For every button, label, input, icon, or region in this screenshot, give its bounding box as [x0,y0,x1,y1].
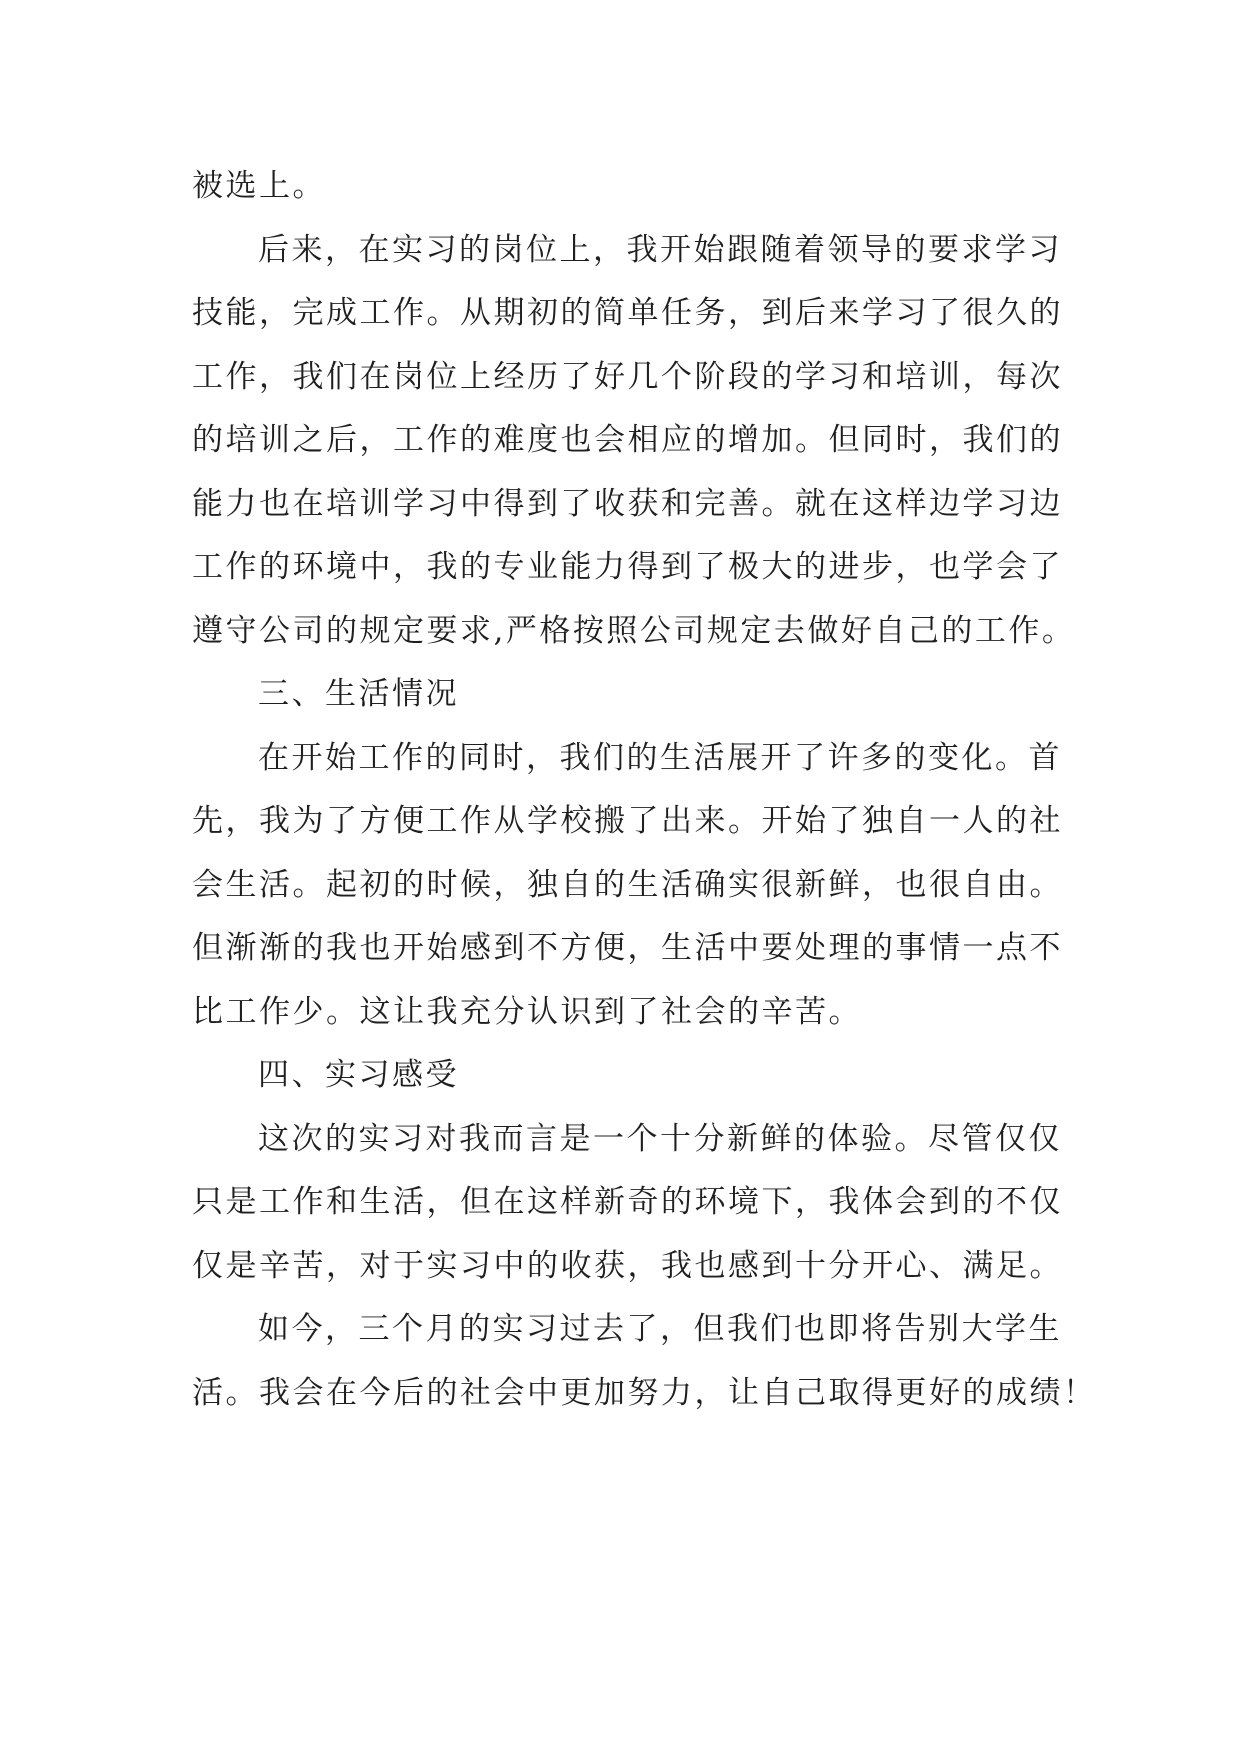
text-line: 在开始工作的同时，我们的生活展开了许多的变化。首 [258,739,1062,776]
text-line: 活。我会在今后的社会中更加努力，让自己取得更好的成绩！ [192,1374,1097,1411]
text-line: 能力也在培训学习中得到了收获和完善。就在这样边学习边 [192,485,1063,522]
text-line: 四、实习感受 [258,1057,459,1093]
text-line: 技能，完成工作。从期初的简单任务，到后来学习了很久的 [192,295,1063,331]
text-line: 后来，在实习的岗位上，我开始跟随着领导的要求学习 [258,231,1062,268]
text-line: 遵守公司的规定要求,严格按照公司规定去做好自己的工作。 [192,612,1076,649]
text-line: 工作的环境中，我的专业能力得到了极大的进步，也学会了 [192,549,1063,585]
text-line: 只是工作和生活，但在这样新奇的环境下，我体会到的不仅 [192,1184,1063,1220]
text-line: 的培训之后，工作的难度也会相应的增加。但同时，我们的 [192,422,1063,458]
text-line: 但渐渐的我也开始感到不方便，生活中要处理的事情一点不 [192,930,1063,966]
document-body [192,155,1097,1425]
text-line: 工作，我们在岗位上经历了好几个阶段的学习和培训，每次 [192,358,1063,395]
text-line: 先，我为了方便工作从学校搬了出来。开始了独自一人的社 [192,803,1063,839]
text-line: 三、生活情况 [258,676,459,712]
text-line: 如今，三个月的实习过去了，但我们也即将告别大学生 [258,1311,1062,1347]
text-line: 仅是辛苦，对于实习中的收获，我也感到十分开心、满足。 [192,1247,1063,1284]
text-line: 比工作少。这让我充分认识到了社会的辛苦。 [192,993,862,1030]
text-line: 会生活。起初的时候，独自的生活确实很新鲜，也很自由。 [192,866,1063,903]
text-line: 这次的实习对我而言是一个十分新鲜的体验。尽管仅仅 [258,1120,1062,1157]
text-line: 被选上。 [192,168,326,204]
